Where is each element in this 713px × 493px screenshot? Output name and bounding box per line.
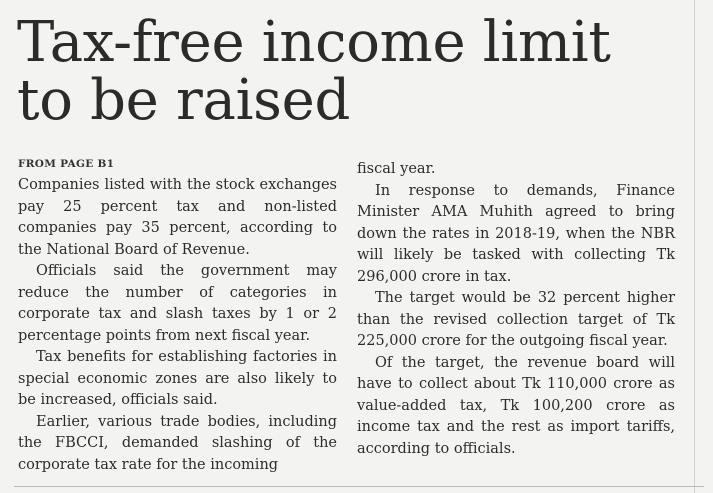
article-column-2 (357, 159, 675, 460)
jump-label: FROM PAGE B1 (18, 158, 115, 170)
column-divider (694, 0, 695, 493)
headline-line-1: Tax-free income limit (17, 10, 611, 75)
paragraph: Officials said the government may reduce the number of categories in corporate tax and slash taxes by 1 or 2 percentage points from next fiscal year. (18, 263, 337, 344)
paragraph: The target would be 32 percent higher than the revised collection target of Tk 225,000 crore for the outgoing fiscal year. (357, 290, 675, 349)
headline-line-2: to be raised (17, 68, 351, 133)
paragraph: Companies listed with the stock exchanges pay 25 percent tax and non-listed companies pay 35 percent, according to the National Board of Revenue. (18, 177, 337, 258)
headline (17, 10, 687, 133)
article-column-1 (18, 175, 337, 476)
paragraph: Earlier, various trade bodies, including the FBCCI, demanded slashing of the corporate tax rate for the incoming (18, 413, 337, 473)
paragraph-continued: fiscal year. (357, 161, 436, 177)
paragraph: In response to demands, Finance Minister AMA Muhith agreed to bring down the rates in 2018-19, when the NBR will likely be tasked with collecting Tk 296,000 crore in tax. (357, 182, 675, 285)
paragraph: Tax benefits for establishing factories in special economic zones are also likely to be increased, officials said. (18, 349, 337, 408)
paragraph: Of the target, the revenue board will have to collect about Tk 110,000 crore as value-added tax, Tk 100,200 crore as income tax and the rest as import tariffs, according to officials. (357, 354, 675, 457)
bottom-rule (14, 486, 704, 487)
